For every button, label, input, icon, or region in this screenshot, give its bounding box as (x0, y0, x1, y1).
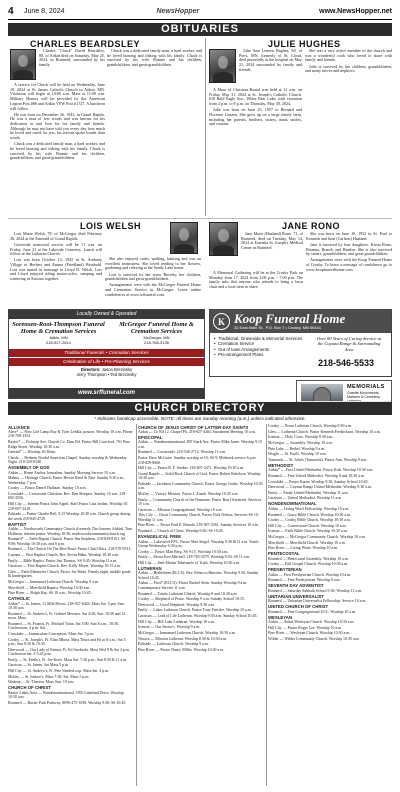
directory-heading: WESLEYAN (268, 614, 292, 620)
directory-entry: Brainerd — The Church On The Rise Road. Pastor Chad Ohira. 218-570-9513. (8, 547, 132, 552)
obit-photo-charles (10, 49, 36, 80)
directory-entry: Crosby — Crosby Bible Church. Worship 10:30 a.m. (268, 518, 351, 523)
column-rule (136, 424, 137, 786)
directory-entry: Brainerd — Unitarian Universalist Fellowship. Service 10 a.m. (268, 599, 367, 604)
directory-entry: Brainerd — Church of Christ. Worship 9:30; SS 10:45. (138, 529, 224, 534)
ad-address-right: McGregor, MN 218-768-3136 (143, 335, 170, 345)
directory-entry: Pine River — Pastor Nancy Miller. Worship 10:30 a.m. (138, 647, 225, 652)
directory-entry: Pine River — Living Water. Worship 10 a.m. (268, 546, 339, 551)
directory-entry: Pine River — Ralph Kay. SS 10 a.m.; Worship 10:45. (8, 591, 92, 596)
directory-entry: Aitkin — Northwoods Community Church (formerly The Journey Aitkin). Tom Hoffman, interim pastor. Worship 10:30, northwoodscommunitychurch.org (8, 527, 133, 536)
header-rule (8, 19, 392, 20)
ad-koop-funeral[interactable] (209, 309, 392, 377)
directory-entry: Garrison — First Baptist Church. Rev. Kelly Meyer. Worship 10:15 a.m. (8, 564, 121, 569)
directory-entry: Hill City — Pastor R. F. Straker. 218-697-2471. Worship 10:30 a.m. (138, 466, 245, 471)
directory-entry: Wright — St. Paul's. Worship 10 a.m. (268, 452, 327, 457)
ad-services-strip: Traditional Funerals • Cremation Services (9, 349, 204, 357)
obit-photo-lois (170, 222, 198, 254)
directory-entry: Aitkin — Home Anchor Jerusalem. Sunday Morning Service 10 a.m. (8, 470, 116, 475)
directory-entry: Brainerd — First Presbyterian. Worship 9 a.m. (268, 578, 341, 583)
directory-entry: Cuyuna — First Baptist Church, Rev. Kevin Hahn. Worship 10:30 a.m. (8, 552, 119, 557)
obit-text-jane-cont: A Memorial Gathering will be at the Crosby Park on Monday, June 17, 2024 from 3:00 p.m. - 7:00 p.m. The family asks that anyone who attends to bring a lawn chair and a food item to share. (209, 271, 303, 290)
directory-entry: Nisswa — Mission Lutheran. Worship 8:30 & 10:30 a.m. (138, 636, 228, 641)
ad-address-left: Aitkin, MN 218-927-2814 (46, 335, 71, 345)
directory-entry: Emily — Bible Baptist. Pastor Jim Thomas. SS 9:45; Worship 11 a.m. (8, 558, 118, 563)
directory-entry: Garrison — Mission Congregational. Worship 10 a.m. (138, 507, 223, 512)
directory-entry: Brainerd — St. Francis, Fr. Michael Tolan. Sat 5:00; Sun 8 a.m.; 10:30. Confessions: 4 p.m. Sat. (8, 621, 120, 631)
directory-entry: Brainerd — Baxter Park Parkway. 8096-475-1038. Worship 9:30; SS 10:45. (8, 700, 127, 705)
directory-heading: UNITARIAN UNIVERSALIST (268, 593, 325, 599)
memorials-subtitle: Granite Monuments, Markers & Cemetery (347, 391, 380, 400)
directory-entry: Deerwood — Good Shepherd. Worship 9:30 a.m. (138, 602, 215, 607)
ad-website[interactable]: www.srffuneral.com (9, 388, 204, 398)
directory-entry: Emily — Emily United Methodist. Worship 11 a.m. (268, 490, 349, 495)
directory-entry: Aitkin — Living Word Fellowship. Worship 10 a.m. (268, 506, 350, 511)
directory-heading: CHURCH OF JESUS CHRIST OF LATTER-DAY SAINTS (138, 424, 249, 430)
obit-text-julie-col2: She was a very active member of the church and was a wonderful cook who loved to share with family and friends. Julie is survived by her children, grandchildren, and many nieces and nephews. (305, 49, 392, 74)
directory-entry: Hill City — Seth Martin Tabernacle of Truth. Worship 10:30 a.m. (138, 560, 241, 565)
directory-heading: ASSEMBLY OF GOD (8, 465, 50, 471)
page-number: 4 (8, 5, 14, 17)
directory-heading: SEVENTH DAY ADVENTIST (268, 583, 324, 589)
directory-entry: Deerwood — Our Lady of Fatima, Fr. Ed Swoboda. Mass Wed 9 & Sat 4 p.m. Confession Sat. 3-3:45 p.m. (8, 647, 130, 657)
directory-entry: Tamarack — St. John's (Tamarack). Pastor Ann. Worship 9 a.m. (268, 457, 368, 462)
church-directory-banner: CHURCH DIRECTORY (8, 402, 392, 415)
directory-heading: CATHOLIC (8, 596, 30, 602)
directory-heading: EPISCOPAL (138, 434, 163, 440)
obit-title-julie: JULIE HUGHES (268, 39, 341, 49)
obit-text-julie-cont: A Mass of Christian Burial was held at 11 a.m. on Friday, May 31, 2024 at St. Joseph's Catholic Church, 610 Bald Eagle Ave., White Bear Lake, with visitation from 4 p.m. to 8 p.m. on Thursday, May 30, 2024. Julie was born on June 25, 1957 to Bernard and Florence Lenzen. She grew up on a large family farm, including her parents, brothers, sisters, aunts, uncles, and cousins. (209, 88, 302, 127)
directory-entry: Brainerd — Trinity Lutheran Church. Worship 8 and 10:30 a.m. (138, 591, 238, 596)
directory-heading: PENTECOSTAL (268, 551, 300, 557)
directory-entry: Wilder — Wilder Community Church. Worship 10:30 a.m. (268, 636, 360, 641)
ad-banner: Locally Owned & Operated (9, 310, 204, 319)
directory-entry: Aitkin — Co Rd 12, Chapel Ph. 218-927-4404. Sacrament Meeting 10 a.m. (138, 429, 256, 434)
directory-heading: NONDENOMINATIONAL (268, 501, 317, 507)
directory-heading: ALLIANCE (8, 424, 30, 430)
directory-entry: Deerwood — Cuyuna Range United Methodist. Worship 9:30 a.m. (268, 485, 372, 490)
obit-title-jane: JANE RONO (282, 221, 341, 231)
directory-entry: Palisade — Jacobson Community Church. Pastor George Grube. Worship 10:30 a.m. (138, 481, 263, 491)
directory-entry: Brainerd* — Faith Baptist Church. Pastor Jim Stephens, 218-829-8101. SS 9:00; Worship 10:30 a.m. and 6 p.m. (8, 537, 126, 546)
directory-entry: Crosslake — Crossroads Christian. Rev. Dan Sleepers. Sunday 10 a.m. 218-692-3556. (8, 492, 127, 501)
directory-heading: METHODIST (268, 462, 294, 468)
koop-name: Koop Funeral Home (234, 311, 346, 326)
directory-entry: McGregor — Immanuel Lutheran Church. Worship 9 a.m. (8, 579, 99, 584)
column-rule (266, 424, 267, 786)
directory-heading: LUTHERAN (138, 565, 162, 571)
obit-photo-jane (209, 222, 238, 256)
directory-entry: Emily — St. Emily's, Fr. Joe Kreis. Mass Sat. 7:30 p.m.; Sun 8:30 & 11 a.m. (8, 657, 128, 662)
directory-entry: Crosslake — Pastor Karen. Worship 9:30; Sunday School 10:45. (268, 479, 369, 484)
directory-entry: Aitkin — Nondenominational. 807 Stark Ave. Pastor Mike Jones. Worship 9:15 a.m. (138, 440, 262, 449)
directory-entry: Aitkin* — St. James, 11 Mile Rivers. 218-927-6426. Mass Sat. 5 pm; Sun. 10:30 a.m. (8, 601, 125, 611)
directory-entry: Hill City — Hill Lake Lutheran. Worship 10 a.m. (138, 619, 215, 624)
obit-text-jane: Jane Marie (Haaland) Rono, 71, of Brainerd, died on Tuesday, May 14, 2024 at Essentia St. Joseph's Medical Center in Brainerd. (241, 232, 303, 251)
directory-entry: Brainerd — Grace Bible Church. Worship 10:30 a.m. (268, 512, 352, 517)
directory-entry: Aitkin — First Presbyterian Church. Worship 10 a.m. (268, 572, 352, 577)
masthead: NewsHopper (156, 7, 200, 15)
directory-entry: Glen — Lutheran Church. Pastor Kenneth Fredrickson. Worship 10 a.m. (268, 429, 381, 434)
ad-funeral-name-left: Sorensen-Root-Thompson Funeral Home & Cremation Services (12, 321, 105, 335)
koop-tagline: Over 80 Years of Caring Service at the Cuyuna Range & Surrounding Area (316, 336, 382, 352)
directory-entry: Brainerd — First Congregational UCC. Worship 10 a.m. (268, 609, 357, 614)
directory-entry: Malmo — Heritage Church, Pastor Hewitt Reed & Nita. Sunday 9:30 a.m., Wednesday 7 p.m. (8, 476, 125, 485)
directory-entry: Palisade — Pastor Charlie Bell. 9:15 Worship 10:30 a.m. Church group during the week 218-845-2729. (8, 512, 131, 521)
directory-note: * Indicates handicap accessible. NOTE: All times are Sunday morning (a.m.) unless indicated otherwise. (94, 416, 306, 421)
directory-entry: Brainerd — Saturday Sabbath School 9:30; Worship 11 a.m. (268, 588, 362, 593)
directory-entry: Palisade — Lutheran Church. Worship 9 a.m. (138, 642, 209, 647)
directory-entry: Grand Rapids — Solid Rock Church of God. Pastor Robert Kittelson. Worship 10:30 a.m. (138, 471, 261, 481)
directory-entry: Crosby — Pastor Daniel Hallauer. Sunday 10 a.m. (8, 486, 87, 491)
directory-entry: Crosby — Pastor Matt Berg. SS 9:15; Worship 10:30 a.m. (138, 549, 229, 554)
directory-entry: Aitkin — First* (ELCA). Pastor Rachel Stein. Sunday Worship 9 a.m. Contemporary Service 11 a.m. (138, 581, 248, 590)
directory-entry: Motley — Victory Mission. Pastor J. Zuzek. Worship 10:45 a.m. (138, 492, 239, 497)
directory-entry: Brainerd — Pentecostal Assembly. Worship 10 a.m. (268, 556, 349, 561)
directory-entry: Emily — Community Church of the Nazarene. Pastor Ron Overstreet. Services 10 a.m. (138, 497, 262, 507)
page-header (8, 4, 392, 18)
obit-photo-julie (209, 49, 236, 83)
directory-entry: Alive* — New Life Lamp Ray & Tyler Lehkla, pastors. Worship 10 a.m. Phone 218-768-2354. (8, 429, 133, 439)
koop-phone[interactable]: 218-546-5533 (318, 358, 375, 368)
directory-entry: Tiny City — Christ Community Church. Pastor Nick Nelson. Services SS 10; Worship 11 a.m. (138, 513, 259, 522)
directory-entry: Ironton — Holy Cross. Worship 8:30 a.m. (268, 435, 334, 440)
section-rule (8, 218, 392, 219)
directory-entry: Garrison — Lord of Life Lutheran. Worship 9:30 a.m. Sunday School 10:45. (138, 614, 258, 619)
directory-entry: Emily — Lakes Lutheran Church. Pastor Tony Fritsche. Worship 10 a.m. (138, 608, 252, 613)
directory-entry: Hill City — Pastor Roger Lee. Worship 10 a.m. (268, 625, 343, 630)
directory-entry: Baxter Lakes Area — Nondenominational. 1950 Lakeland Drive. Worship 10:30 a.m. (8, 690, 124, 700)
directory-column-1 (8, 424, 133, 786)
obit-text-jane-col2: She was born on June 10, 1952 in St. Paul to Kenneth and June (Carlson) Haaland. Jane is survived by four daughters: Krista Rono, Brianna, Brendi, and Heather. She is also survived by sisters, grandchildren, and great-grandchildren. Arrangements were with the Koop Funeral Home of Crosby. To leave a message of condolence go to www.koopfuneralhome.com. (306, 232, 392, 272)
directory-entry: Crosby — Full Gospel Church. Worship 10:30 a.m. (268, 562, 349, 567)
directory-entry: McGregor — McGregor Community Church. Worship 10 a.m. (268, 535, 366, 540)
directory-entry: Crosby — Shepherd of Peace. Worship 9 a.m. Sunday School 10:15. (138, 597, 245, 602)
memorials-title: MEMORIALS (347, 384, 385, 390)
obit-title-charles: CHARLES BEARDSLEY (30, 39, 141, 49)
obit-title-lois: LOIS WELSH (80, 221, 141, 231)
directory-entry: Wadena — St. Theresa. Mass Sun. 10 a.m. (8, 680, 75, 685)
directory-entry: Pine Lake — Bethel. Worship 9 a.m. (268, 446, 326, 451)
directory-entry: Motley — St. Isidore's. Mass 7:30; Sat. Mass 5 p.m. (8, 674, 90, 679)
directory-entry: Hill City — Interim Pastor John Appel. Staff Pastor Lisa Jordan. Worship 10. 218-697-2418. (8, 502, 129, 511)
obit-text-charles-col2: Chuck was a dedicated family man, a hard worker, and he loved hunting and fishing with his family. Chuck is survived by his wife Bonnie and his children, grandchildren, and great-grandchildren. (107, 49, 202, 68)
directory-entry: Pine River — Pastor Paul E. Rintala. 218-587-2361. Sunday Services 10 a.m. (138, 523, 259, 528)
obit-text-julie: Julie Ann Lenzen Hughes, 68, of Pierz, MN, formerly of St. Cloud, died peacefully at the hospital on May 21, 2024 surrounded by family and friends. (239, 49, 302, 72)
koop-logo-icon: K (213, 313, 230, 330)
directory-heading: PRESBYTERIAN (268, 567, 302, 573)
obit-text-lois: Lois Marie Welsh, 78, of McGregor died February 26, 2024 at the Emerald of Grand Rapids. Graveside memorial service will be 11 a.m. on Friday, June 21 at the Lakeside Cemetery. Lunch will follow at the Lutheran Church. Lois was born October 13, 1945 in St. Anthony Village to Herbert and Emma (Friedland) Reinhold. Lois was united in marriage to Lloyd D. Welsh. Lois and Lloyd enjoyed riding motorcycles, camping and wintering in Arizona together. (10, 232, 102, 282)
ad-services-strip-2: Celebration of Life • Pre-Planning Services (9, 358, 204, 366)
directory-entry: McGregor — Assembly. Worship 10 a.m. (268, 440, 333, 445)
directory-entry: Aitkin — Bethlehem (ELCA). Rev. Rebecca Hinrichs. Worship 9:30; Sunday School 10:45. (138, 571, 259, 580)
obit-text-charles-cont: A service for Chuck will be held on Wednesday, June 19, 2024 at St. James Catholic Church in Aitkin, MN. Visitation will begin at 10:00 a.m. Mass at 11:00 a.m. Military Honors will be provided by the American Legion Post #86 and Aitkin VFW Post #1727. A luncheon will follow. He was born on December 26, 1943, in Grand Rapids. He was a man of few words and was known for his dedication to and love for his family and friends. Although he may not have told you every day how much he loved and cared for you, his actions spoke louder than words. Chuck was a dedicated family man, a hard worker, and he loved hunting and fishing with his family. Chuck is survived by his wife Bonnie and his children, grandchildren, and great-grandchildren. (10, 83, 105, 161)
koop-header (210, 310, 391, 333)
obituaries-banner: OBITUARIES (8, 23, 392, 36)
directory-column-2 (138, 424, 263, 786)
directory-entry: Crosby — St. Joseph's. Fr. Elias Mbota. Mass Thurs and Fri at 8 a.m.; Sat 5 p.m.; Sun 8:30 & 10:30. (8, 637, 126, 646)
koop-address: 32 East Main St., P.O. Box 7 • Crosby, MN 56441 (234, 325, 322, 330)
directory-entry: Hill City — Cornerstone Church. Worship 10 a.m. (268, 523, 347, 528)
directory-entry: Garrison — United Methodist. Worship 11 a.m. (268, 496, 343, 501)
directory-entry: Baxter* — Fishtrap Ave. Church Co. Dam Rd. Pastor Bill Crawford. 701 Pine Ridge Street. Worship 10:30 a.m. (8, 440, 130, 449)
ad-funeral-name-right: McGregor Funeral Home & Cremation Services (119, 321, 194, 335)
directory-entry: Hill City — St. Andrew's, Fr. Pete VanderLoop. Mass Sat. 4 p.m. (8, 668, 110, 673)
directory-entry: Merrifield — Merrifield Baptist. Worship 10:30 a.m. (8, 585, 91, 590)
directory-entry: Garrison — St. James, Sat Mass 5 p.m. (8, 663, 70, 668)
directory-heading: BAPTIST (8, 521, 27, 527)
obit-text-lois-col2: She also enjoyed crafts, quilting, knitting and was an excellent seamstress. She loved tending to her flowers, gardening and relaxing at the Sandy Lake home. Lois is survived by her sister Beverly, her children, grandchildren and great-grandchildren. Arrangements were with the McGregor Funeral Home and Cremation Service in McGregor. Leave online condolences at www.srffuneral.com. (105, 257, 201, 297)
directory-entry: Emily — Pastor Ken Mitchell. 218-763-3579. Worship 9:30; SS 11 a.m. (138, 555, 251, 560)
directory-entry: Pastor Dave McGuire. Sunday worship at 10; SS 9; Midweek service 6 p.m. 218-829-8660. (138, 456, 257, 465)
directory-entry: Gemini* — Worship 10:30am. (8, 450, 57, 455)
directory-entry: Brainerd — First United Methodist. Worship 9 and 10:30 a.m. (268, 473, 365, 478)
directory-entry: Crosslake — Immaculate Conception. Mass Sat. 5 p.m. (8, 631, 95, 636)
directory-entry: Aitkin — Aitkin Wesleyan Church. Worship 10:30 a.m. (268, 620, 355, 625)
directory-entry: Merrifield — Merrifield Church. Worship 10 a.m. (268, 540, 346, 545)
directory-heading: EVANGELICAL FREE (138, 534, 182, 540)
directory-entry: Glen — Faith Ministries Church, Pastor Joe Shulz. Family night, middle grade & kindergarten. (8, 569, 131, 579)
directory-entry: Aitkin* — First United Methodist. Pastor Kirk. Worship 10:30 a.m. (268, 468, 374, 473)
directory-entry: Pine River — Wesleyan Church. Worship 10:30 a.m. (268, 631, 351, 636)
koop-services-list: • Traditional, Graveside & Memorial Services • Cremation Service • Out of town Arrangements • Pre-arrangement Plans (214, 336, 303, 358)
directory-entry: Brainerd — St. Andrew's, Fr. Gabriel Meeuws. Sat 4:30; Sun. 10:30 and 12 noon. Mass. (8, 611, 126, 621)
directory-entry: Ironton — Our Savior's. Worship 9 a.m. (138, 625, 201, 630)
directory-entry: Brainerd — Crossroads. 218-546-2712. Worship 11 a.m. (138, 450, 227, 455)
directory-entry: Crosby — Peace Lutheran Church. Worship 9:30 a.m. (268, 424, 353, 428)
directory-entry: Ironton — Faith Bible Church. Worship 10:30 a.m. (268, 529, 348, 534)
directory-heading: UNITED CHURCH OF CHRIST (268, 604, 329, 610)
issue-date: June 8, 2024 (24, 7, 65, 15)
directory-entry: Chesle — Redeem Nordal American Chapel. Sunday worship & Wednesday Night. 218-320-0348. (8, 455, 127, 465)
column-rule (205, 38, 206, 216)
ad-sorensen-funeral[interactable] (8, 309, 205, 399)
ad-directors: Directors: Jason Brezinsky Jerry Thompson • Ted Brezinsky (76, 367, 137, 377)
site-url[interactable]: www.NewsHopper.net (319, 7, 392, 15)
directory-column-3 (268, 424, 392, 786)
obit-text-charles: Charles "Chuck" David Beardsley, 80, of Aitkin died on Saturday, May 25, 2024, in Brainerd, surrounded by his family. (39, 49, 105, 68)
directory-entry: Aitkin — Lakewood EFC. Pastor Matt Siegel. Worship 9:30 & 11 a.m. Youth Group Wednesday 6:30 p.m. (138, 539, 259, 548)
directory-entry: McGregor — Immanuel Lutheran Church. Worship 10:30 a.m. (138, 630, 236, 635)
directory-heading: CHURCH OF CHRIST (8, 685, 51, 691)
